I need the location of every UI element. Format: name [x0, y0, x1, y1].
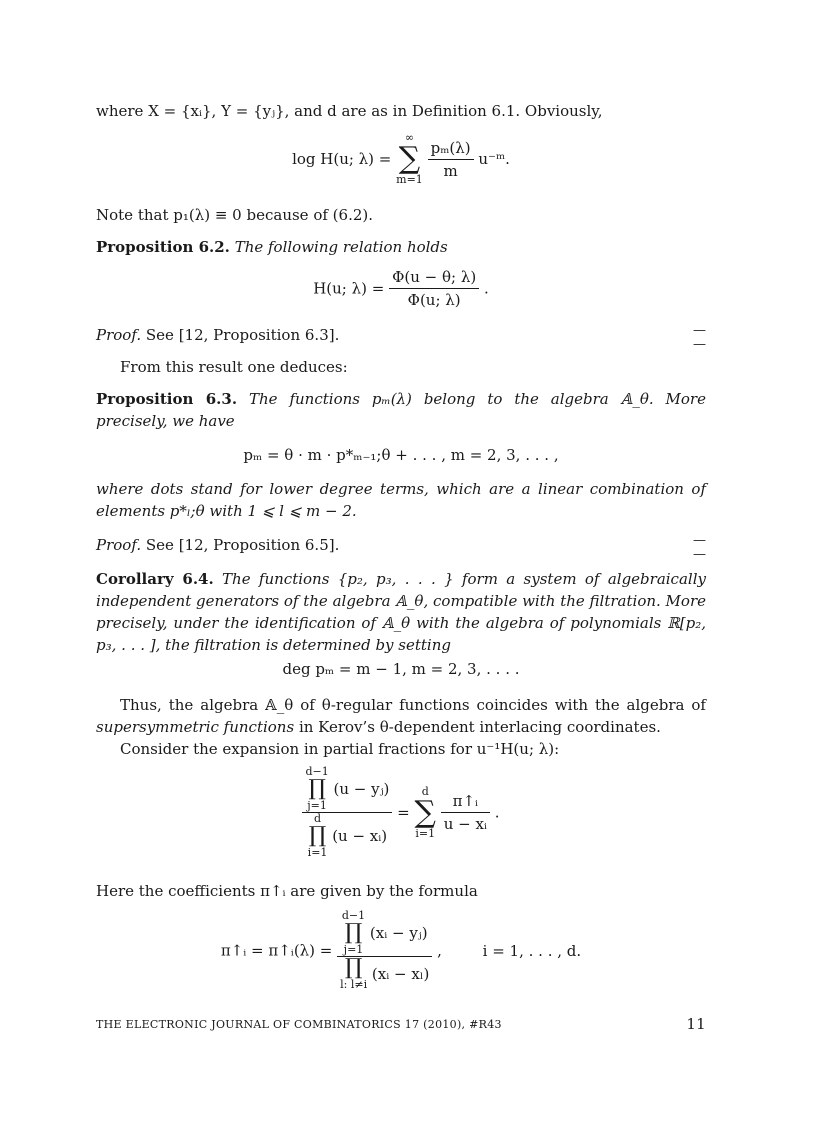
equation-h-ratio	[96, 266, 706, 314]
product-operator	[342, 910, 365, 956]
pi-product-symbol: ∏	[344, 955, 363, 980]
product-operator	[340, 957, 367, 991]
eq-pf-denominator	[302, 813, 392, 859]
product-operator	[305, 766, 328, 812]
qed-box-icon: — —	[693, 533, 706, 562]
prod-top: d−1	[305, 765, 329, 778]
page-number: 11	[686, 1015, 706, 1033]
prop63-label: Proposition 6.3.	[96, 390, 238, 408]
eq-log-tail: u⁻ᵐ.	[478, 150, 510, 168]
eq-pi-fraction	[337, 910, 432, 991]
eq-pf-left-fraction	[302, 766, 392, 859]
eq-log-lhs: log H(u; λ) =	[292, 150, 392, 168]
pi-product-symbol: ∏	[308, 823, 327, 848]
eq-log-fraction	[428, 137, 474, 182]
thus-paragraph	[96, 694, 706, 738]
sigma-symbol: ∑	[398, 141, 421, 176]
sum-bottom: i=1	[415, 826, 436, 840]
sigma-symbol: ∑	[414, 794, 436, 830]
consider-line: Consider the expansion in partial fractions for u⁻¹H(u; λ):	[120, 740, 560, 758]
eq-pf-tail: .	[494, 803, 500, 822]
proposition-6-2	[96, 236, 706, 258]
qed-box-icon: — —	[693, 323, 706, 352]
eq-pi-numerator	[337, 910, 432, 957]
prop63-text: The functions pₘ(λ) belong to the algebra 𝔸_θ. More precisely, we have	[96, 390, 706, 430]
cor64-text: The functions {p₂, p₃, . . . } form a system of algebraically independent generators of the algebra 𝔸_θ, compatible with the filtration. More precisely, under the identification of 𝔸_θ with the algebra of polynomials ℝ[p₂, p₃, . . . ], the filtration is determined by setting	[96, 570, 706, 654]
proof-2	[96, 533, 706, 562]
thus-text-b: in Kerov’s θ-dependent interlacing coordinates.	[294, 718, 661, 736]
eq-pi-lhs: π↑ᵢ = π↑ᵢ(λ) =	[220, 941, 333, 960]
eq-pi-prod2-term: (xᵢ − xₗ)	[371, 965, 430, 983]
thus-text-a: Thus, the algebra 𝔸_θ of θ-regular functions coincides with the algebra of	[120, 696, 706, 714]
prod-bottom: i=1	[307, 846, 328, 859]
equation-log-h	[96, 132, 706, 194]
eq-log-numerator: pₘ(λ)	[428, 137, 474, 160]
sum-operator	[415, 786, 436, 840]
journal-footer: THE ELECTRONIC JOURNAL OF COMBINATORICS 17 (2010), #R43	[96, 1018, 502, 1031]
proposition-6-3	[96, 388, 706, 432]
eq-h-fraction	[389, 266, 479, 311]
sum-top: ∞	[404, 131, 415, 144]
sum-top: d	[421, 784, 429, 798]
proof1-text: See [12, Proposition 6.3].	[145, 326, 340, 344]
prod-top: d−1	[341, 909, 366, 922]
cor64-label: Corollary 6.4.	[96, 570, 214, 588]
eq-log-denominator: m	[443, 161, 458, 180]
prop63-after: where dots stand for lower degree terms, which are a linear combination of elements p*ₗ;θ with 1 ⩽ l ⩽ m − 2.	[96, 480, 706, 520]
eq-h-tail: .	[484, 279, 489, 298]
prod-top: d	[314, 812, 322, 825]
proof2-label: Proof.	[96, 536, 142, 554]
prod-bottom: j=1	[307, 799, 327, 812]
sum-bottom: m=1	[396, 173, 423, 186]
eq-pi-range: i = 1, . . . , d.	[482, 941, 582, 960]
here-line: Here the coefficients π↑ᵢ are given by the formula	[96, 882, 478, 900]
deduces-line: From this result one deduces:	[120, 358, 348, 376]
page-body	[96, 100, 706, 1014]
note-line: Note that p₁(λ) ≡ 0 because of (6.2).	[96, 206, 374, 224]
sum-operator	[396, 132, 423, 186]
eq-pf-rnum: π↑ᵢ	[441, 790, 490, 813]
thus-emphasis: supersymmetric functions	[96, 718, 295, 736]
eq-pi-denominator	[337, 957, 432, 991]
eq-pi-prod1-term: (xᵢ − yⱼ)	[369, 924, 428, 942]
proof1-label: Proof.	[96, 326, 142, 344]
eq-h-lhs: H(u; λ) =	[313, 279, 385, 298]
cor64-formula: deg pₘ = m − 1, m = 2, 3, . . . .	[282, 660, 520, 678]
equation-pi	[96, 910, 706, 1014]
prod1-term: (u − yⱼ)	[333, 780, 390, 798]
eq-pf-rden: u − xᵢ	[443, 815, 487, 833]
proof-1	[96, 323, 706, 352]
page-footer	[96, 1015, 706, 1033]
prop63-formula: pₘ = θ · m · p*ₘ₋₁;θ + . . . , m = 2, 3, . . . ,	[243, 446, 559, 464]
prod2-term: (u − xᵢ)	[332, 827, 388, 845]
eq-pf-equals: =	[397, 803, 410, 822]
prod-bottom: l: l≠i	[340, 978, 368, 991]
proof2-text: See [12, Proposition 6.5].	[145, 536, 340, 554]
pi-product-symbol: ∏	[308, 776, 326, 801]
intro-line: where X = {xᵢ}, Y = {yⱼ}, and d are as in Definition 6.1. Obviously,	[96, 102, 603, 120]
eq-h-numerator: Φ(u − θ; λ)	[389, 266, 479, 289]
equation-partial-fractions	[96, 766, 706, 870]
eq-h-denominator: Φ(u; λ)	[407, 291, 461, 309]
prop62-label: Proposition 6.2.	[96, 238, 230, 256]
pi-product-symbol: ∏	[344, 920, 363, 945]
prod-bottom: j=1	[343, 943, 364, 956]
corollary-6-4	[96, 568, 706, 656]
eq-pi-tail: ,	[437, 941, 442, 960]
prop62-text: The following relation holds	[234, 238, 448, 256]
product-operator	[308, 813, 328, 859]
eq-pf-numerator	[302, 766, 392, 813]
eq-pf-right-fraction	[441, 790, 490, 835]
